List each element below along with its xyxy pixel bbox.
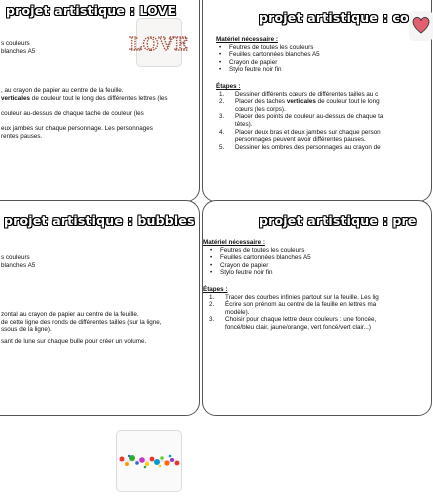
bubbles-steps [1, 311, 162, 345]
prenom-step-3: 3. Choisir pour chaque lettre deux couleurs : une foncée, foncé/bleu clair, jaune/orange, vert foncé/vert clair...) [209, 316, 377, 331]
coeurs-photo-image [409, 11, 433, 41]
card-title-prenom: projet artistique : pre [259, 213, 417, 228]
coeurs-steps-list [216, 91, 383, 152]
coeurs-step-2: 2. Placer des taches verticales de couleur tout le long cœurs (les corps). [219, 98, 380, 113]
prenom-body [203, 239, 379, 332]
love-step-line-1: , au crayon de papier au centre de la feuille. [1, 87, 124, 94]
prenom-step-1: 1. Tracer des courbes infinies partout sur la feuille. Les lig [209, 293, 379, 301]
card-love [0, 0, 200, 202]
coeurs-step-1: 1. Dessiner différents cœurs de différentes tailles au c [219, 90, 379, 98]
love-material-1: s couleurs [1, 40, 30, 47]
prenom-material-2: • Feuilles cartonnées blanches A5 [207, 254, 379, 262]
coeurs-materials-header: Matériel nécessaire : [216, 36, 278, 43]
bubbles-material-2: blanches A5 [1, 261, 36, 269]
love-photo-image [129, 19, 189, 66]
love-material-2: blanches A5 [1, 47, 36, 55]
coeurs-materials-list [216, 44, 383, 74]
coeurs-material-3: • Crayon de papier [216, 59, 383, 67]
coeurs-material-2: • Feuilles cartonnées blanches A5 [216, 51, 383, 59]
bubbles-step-line-1: zontal au crayon de papier au centre de la feuille. [1, 311, 139, 318]
prenom-materials-list [203, 247, 379, 277]
love-steps [1, 87, 168, 140]
card-prenom [202, 200, 432, 416]
prenom-steps-list [203, 294, 379, 332]
card-title-coeurs: projet artistique : co [259, 10, 409, 25]
bubbles-step-line-3: ssous de la ligne). [1, 326, 52, 334]
prenom-steps-header: Étapes : [203, 285, 228, 293]
card-title-love: projet artistique : LOVE [6, 3, 177, 18]
love-photo-word: LOVE [129, 34, 189, 55]
coeurs-step-5: 5. Dessiner les ombres des personnages au crayon de [219, 143, 381, 151]
love-photo [129, 18, 189, 67]
card-title-bubbles: projet artistique : bubbles [4, 213, 195, 228]
card-bubbles [0, 200, 200, 416]
love-step-line-2: verticales de couleur tout le long des différentes lettres (les [1, 94, 168, 102]
prenom-material-1: • Feutres de toutes les couleurs [207, 247, 379, 255]
love-materials [1, 40, 35, 55]
prenom-materials-header: Matériel nécessaire : [203, 239, 265, 246]
prenom-material-3: • Crayon de papier [207, 262, 379, 270]
bubbles-photo-image [117, 431, 181, 491]
love-step-line-5 [1, 117, 168, 125]
love-step-line-6: eux jambes sur chaque personnage. Les personnages [1, 124, 153, 132]
coeurs-step-4: 4. Placer deux bras et deux jambes sur chaque person personnages peuvent avoir différentes pauses. [219, 128, 381, 144]
prenom-material-4: • Stylo feutre noir fin [207, 269, 379, 277]
bubbles-materials [1, 254, 35, 269]
love-step-line-3 [1, 102, 168, 110]
bubbles-step-line-5: sant de lune sur chaque bulle pour créer un volume. [1, 337, 147, 345]
card-coeurs [202, 0, 432, 202]
bubbles-material-1: s couleurs [1, 254, 30, 261]
coeurs-material-4: • Stylo feutre noir fin [216, 66, 383, 74]
prenom-step-2: 2. Écrire son prénom au centre de la feuille en lettres ma modèle). [209, 301, 377, 316]
coeurs-photo [409, 11, 433, 41]
love-step-line-7: rentes pauses. [1, 132, 43, 140]
bubbles-step-line-2: de cette ligne des ronds de différentes tailles (sur la ligne, [1, 318, 162, 326]
coeurs-material-1: • Feutres de toutes les couleurs [216, 44, 383, 52]
coeurs-steps-header: Étapes : [216, 82, 241, 90]
love-step-line-4: couleur au-dessus de chaque tache de couleur (les [1, 109, 144, 117]
coeurs-step-3: 3. Placer des points de couleur au-dessus de chaque ta têtes). [219, 113, 384, 128]
bubbles-photo [116, 430, 182, 492]
coeurs-body [216, 36, 383, 151]
